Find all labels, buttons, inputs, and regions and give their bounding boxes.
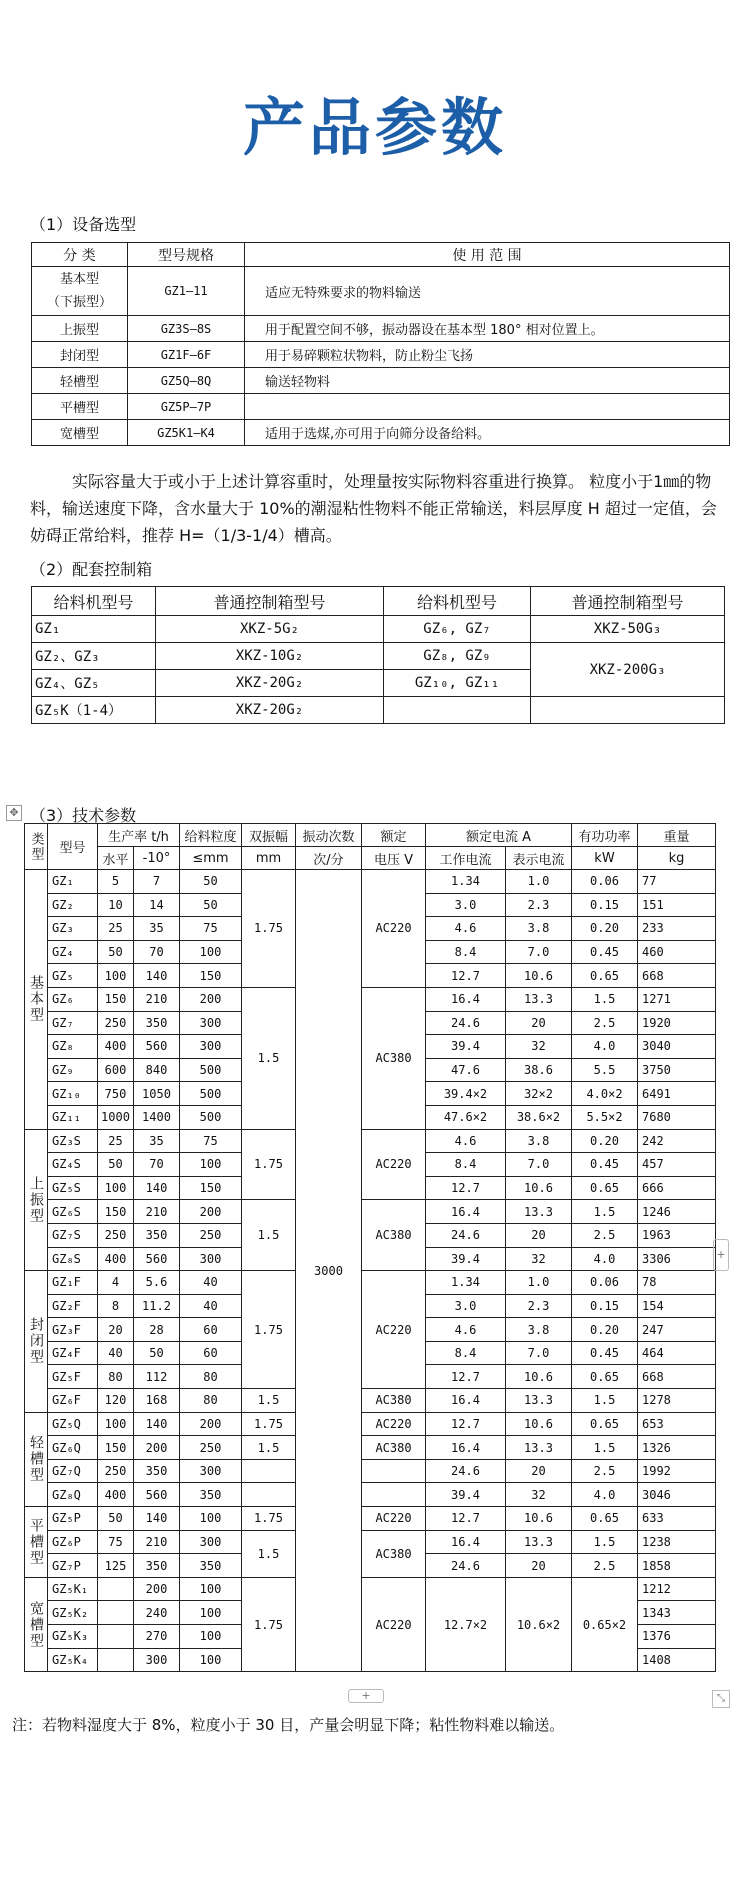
header-feeder-model-2: 给料机型号 <box>384 587 531 616</box>
header-productivity: 生产率 t/h <box>98 824 180 847</box>
table-row: GZ₁ XKZ-5G₂ GZ₆, GZ₇ XKZ-50G₃ <box>32 616 725 643</box>
table-row: GZ₅F 80 112 80 12.7 10.6 0.65 668 <box>25 1365 716 1389</box>
table-row: GZ₇Q 250 350 300 24.6 20 2.5 1992 <box>25 1459 716 1483</box>
page-title: 产品参数 <box>242 91 507 164</box>
header-control-box-model: 普通控制箱型号 <box>156 587 384 616</box>
table-row: 平槽型 GZ₅P 50 140 100 1.75 AC220 12.7 10.6 0.65 633 <box>25 1507 716 1531</box>
header-grain: 给料粒度 <box>180 824 242 847</box>
type-group-label: 封闭型 <box>25 1271 48 1413</box>
table-row: GZ₁₁ 1000 1400 500 47.6×2 38.6×2 5.5×2 7680 <box>25 1105 716 1129</box>
frequency-value: 3000 <box>296 870 362 1672</box>
header-type: 类型 <box>25 824 48 870</box>
table-row: GZ₅K（1-4） XKZ-20G₂ <box>32 697 725 724</box>
table-row: 封闭型 GZ1F—6F 用于易碎颗粒状物料，防止粉尘飞扬 <box>32 342 730 368</box>
table-row: 轻槽型 GZ5Q—8Q 输送轻物料 <box>32 368 730 394</box>
capacity-note-paragraph: 实际容量大于或小于上述计算容重时，处理量按实际物料容重进行换算。 粒度小于1㎜的物料，输送速度下降，含水量大于 10%的潮湿粘性物料不能正常输送，料层厚度 H 超过一定值，会妨碍正常给料，推荐 H=（1/3-1/4）槽高。 <box>30 472 717 545</box>
header-current: 额定电流 A <box>426 824 572 847</box>
table-row: GZ₇P 125 350 350 24.6 20 2.5 1858 <box>25 1554 716 1578</box>
control-box-table <box>31 586 725 724</box>
table-row: GZ₆F 120 168 80 1.5 AC380 16.4 13.3 1.5 1278 <box>25 1389 716 1413</box>
table-row: GZ₂ 10 14 50 3.0 2.3 0.15 151 <box>25 893 716 917</box>
table-row: GZ₅ 100 140 150 12.7 10.6 0.65 668 <box>25 964 716 988</box>
equipment-selection-table <box>31 242 730 446</box>
table-row: GZ₄、GZ₅ XKZ-20G₂ GZ₁₀, GZ₁₁ <box>32 670 725 697</box>
section-3-heading: （3）技术参数 <box>30 806 137 825</box>
section-1-heading: （1）设备选型 <box>30 215 137 234</box>
table-row: GZ₂、GZ₃ XKZ-10G₂ GZ₈, GZ₉ XKZ-200G₃ <box>32 643 725 670</box>
table-row: GZ₇S 250 350 250 24.6 20 2.5 1963 <box>25 1223 716 1247</box>
table-row: 上振型 GZ3S—8S 用于配置空间不够，振动器设在基本型 180° 相对位置上。 <box>32 316 730 342</box>
table-row: GZ₆S 150 210 200 1.5 AC380 16.4 13.3 1.5 1246 <box>25 1200 716 1224</box>
type-group-label: 宽槽型 <box>25 1577 48 1671</box>
table-row: GZ₈S 400 560 300 39.4 32 4.0 3306 <box>25 1247 716 1271</box>
table-row: 宽槽型 GZ₅K₁ 200 100 1.75 AC220 12.7×2 10.6×2 0.65×2 1212 <box>25 1577 716 1601</box>
header-frequency: 振动次数 <box>296 824 362 847</box>
table-row: 平槽型 GZ5P—7P <box>32 394 730 420</box>
table-row: GZ₁₀ 750 1050 500 39.4×2 32×2 4.0×2 6491 <box>25 1082 716 1106</box>
add-row-button[interactable]: + <box>348 1689 384 1703</box>
table-row: GZ₅K₃ 270 100 1376 <box>25 1625 716 1649</box>
table-row: GZ₂F 8 11.2 40 3.0 2.3 0.15 154 <box>25 1294 716 1318</box>
type-group-label: 基本型 <box>25 870 48 1130</box>
header-voltage: 额定 <box>362 824 426 847</box>
add-column-button[interactable]: + <box>713 1239 729 1271</box>
header-model: 型号 <box>48 824 98 870</box>
header-control-box-model-2: 普通控制箱型号 <box>531 587 725 616</box>
table-row: 封闭型 GZ₁F 4 5.6 40 1.75 AC220 1.34 1.0 0.06 78 <box>25 1271 716 1295</box>
table-row: GZ₉ 600 840 500 47.6 38.6 5.5 3750 <box>25 1058 716 1082</box>
table-row: 基本型 （下振型） GZ1—11 适应无特殊要求的物料输送 <box>32 267 730 316</box>
table-row: GZ₄F 40 50 60 8.4 7.0 0.45 464 <box>25 1341 716 1365</box>
table-row: GZ₄S 50 70 100 8.4 7.0 0.45 457 <box>25 1153 716 1177</box>
table-row: GZ₆P 75 210 300 1.5 AC380 16.4 13.3 1.5 1238 <box>25 1530 716 1554</box>
table-row: 轻槽型 GZ₅Q 100 140 200 1.75 AC220 12.7 10.6 0.65 653 <box>25 1412 716 1436</box>
table-resize-icon[interactable]: ⤡ <box>712 1690 730 1708</box>
table-row: 基本型 GZ₁ 5 7 50 1.75 3000 AC220 1.34 1.0 0.06 77 <box>25 870 716 894</box>
table-move-handle-icon[interactable]: ✥ <box>6 805 22 821</box>
header-feeder-model: 给料机型号 <box>32 587 156 616</box>
table-row: GZ₈ 400 560 300 39.4 32 4.0 3040 <box>25 1035 716 1059</box>
type-group-label: 平槽型 <box>25 1507 48 1578</box>
table-row: GZ₆ 150 210 200 1.5 AC380 16.4 13.3 1.5 1271 <box>25 987 716 1011</box>
header-usage: 使 用 范 围 <box>245 243 730 267</box>
header-category: 分 类 <box>32 243 128 267</box>
table-row: GZ₃F 20 28 60 4.6 3.8 0.20 247 <box>25 1318 716 1342</box>
table-row: GZ₅S 100 140 150 12.7 10.6 0.65 666 <box>25 1176 716 1200</box>
header-amplitude: 双振幅 <box>242 824 296 847</box>
footnote: 注：若物料湿度大于 8%，粒度小于 30 目，产量会明显下降；粘性物料难以输送。 <box>12 1716 565 1734</box>
table-row: GZ₅K₄ 300 100 1408 <box>25 1648 716 1672</box>
header-power: 有功功率 <box>572 824 638 847</box>
table-row: GZ₆Q 150 200 250 1.5 AC380 16.4 13.3 1.5 1326 <box>25 1436 716 1460</box>
table-row: GZ₈Q 400 560 350 39.4 32 4.0 3046 <box>25 1483 716 1507</box>
table-row: GZ₇ 250 350 300 24.6 20 2.5 1920 <box>25 1011 716 1035</box>
header-model: 型号规格 <box>128 243 245 267</box>
type-group-label: 轻槽型 <box>25 1412 48 1506</box>
header-weight: 重量 <box>638 824 716 847</box>
table-row: 宽槽型 GZ5K1—K4 适用于选煤,亦可用于向筛分设备给料。 <box>32 420 730 446</box>
type-group-label: 上振型 <box>25 1129 48 1271</box>
table-row: 上振型 GZ₃S 25 35 75 1.75 AC220 4.6 3.8 0.20 242 <box>25 1129 716 1153</box>
table-row: GZ₃ 25 35 75 4.6 3.8 0.20 233 <box>25 917 716 941</box>
technical-params-table: 类型 型号 生产率 t/h 给料粒度 双振幅 振动次数 额定 额定电流 A 有功功率 重量 水平 -10° ≤mm mm 次/分 电压 V 工作电流 表示电流 kW kg 基本型 GZ₁ 5 7 50 1.75 3000 AC220 1.34 1.0 0.06 77 GZ₂ 10 14 50 3.0 2.3 0.15 151 GZ₃ 25 35 75 4.6 3.8 0.20 233 GZ₄ 50 70 100 8.4 7.0 0.45 460 GZ₅ 100 140 150 12.7 10.6 0.65 668 GZ₆ 150 210 200 1.5 AC380 16.4 13.3 1.5 1271 GZ₇ 250 350 300 24.6 20 2.5 1920 GZ₈ 400 560 300 39.4 32 4.0 3040 GZ₉ 600 840 500 47.6 38.6 5.5 3750 GZ₁₀ 750 1050 500 39.4×2 32×2 4.0×2 6491 GZ₁₁ 1000 1400 500 47.6×2 38.6×2 5.5×2 7680 上振型 GZ₃S 25 35 75 1.75 AC220 4.6 3.8 0.20 242 GZ₄S 50 70 100 8.4 7.0 0.45 457 GZ₅S 100 140 150 12.7 10.6 0.65 666 GZ₆S 150 210 200 1.5 AC380 16.4 13.3 1.5 1246 GZ₇S 250 350 250 24.6 20 2.5 1963 GZ₈S 400 560 300 39.4 32 4.0 3306 封闭型 GZ₁F 4 5.6 40 1.75 AC220 1.34 1.0 0.06 78 GZ₂F 8 11.2 40 3.0 2.3 0.15 154 GZ₃F 20 28 60 4.6 3.8 0.20 247 GZ₄F 40 50 60 8.4 7.0 0.45 464 GZ₅F 80 112 80 12.7 10.6 0.65 668 GZ₆F 120 168 80 1.5 AC380 16.4 13.3 1.5 1278 轻槽型 GZ₅Q 100 140 200 1.75 AC220 12.7 10.6 0.65 653 GZ₆Q 150 200 250 1.5 AC380 16.4 13.3 1.5 1326 GZ₇Q 250 350 300 24.6 20 2.5 1992 GZ₈Q 400 560 350 39.4 32 4.0 3046 平槽型 GZ₅P 50 140 100 1.75 AC220 12.7 10.6 0.65 633 GZ₆P 75 210 300 1.5 AC380 16.4 13.3 1.5 1238 GZ₇P 125 350 350 24.6 20 2.5 1858 宽槽型 GZ₅K₁ 200 100 1.75 AC220 12.7×2 10.6×2 0.65×2 1212 GZ₅K₂ 240 100 1343 GZ₅K₃ 270 100 1376 GZ₅K₄ 300 100 1408 <box>24 823 716 1672</box>
table-row: GZ₄ 50 70 100 8.4 7.0 0.45 460 <box>25 940 716 964</box>
section-2-heading: （2）配套控制箱 <box>30 560 153 579</box>
table-row: GZ₅K₂ 240 100 1343 <box>25 1601 716 1625</box>
